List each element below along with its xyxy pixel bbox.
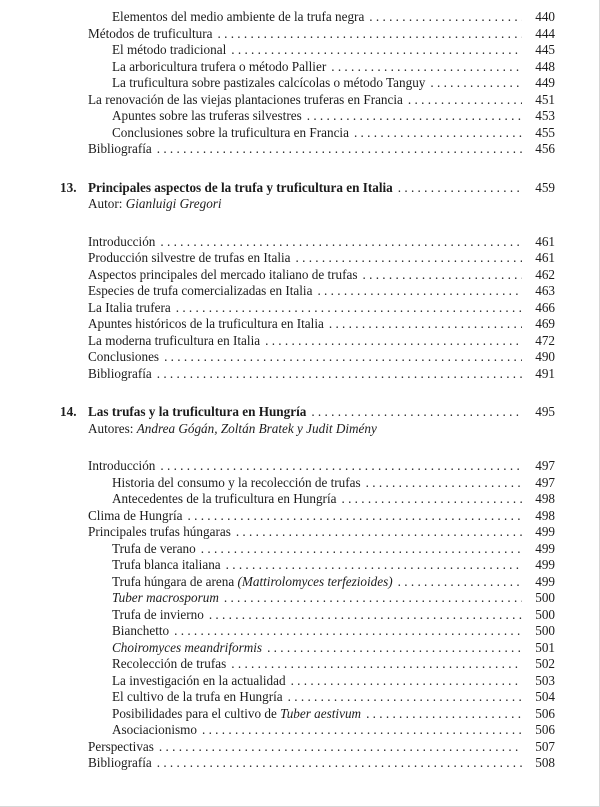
dot-leader <box>218 26 522 43</box>
dot-leader <box>231 656 522 673</box>
dot-leader <box>288 689 522 706</box>
dot-leader <box>317 283 522 300</box>
entry-label: La Italia trufera <box>88 299 171 315</box>
dot-leader <box>236 524 522 541</box>
page-number: 466 <box>535 299 555 315</box>
entry-label: Principales trufas húngaras <box>88 524 231 539</box>
dot-leader <box>329 316 522 333</box>
dot-leader <box>265 333 522 350</box>
entry-label: Introducción <box>88 233 156 249</box>
toc-entry-row <box>60 508 555 525</box>
entry-label: Asociacionismo <box>112 722 197 737</box>
entry-label: Bibliografía <box>88 755 152 770</box>
toc-entry-row <box>60 640 555 657</box>
entry-label: Historia del consumo y la recolección de trufas <box>112 474 361 490</box>
entry-label: Métodos de truficultura <box>88 25 213 41</box>
dot-leader <box>160 234 522 251</box>
page-number: 461 <box>535 250 555 265</box>
page-number: 506 <box>535 722 555 737</box>
page-number: 499 <box>535 557 555 572</box>
dot-leader <box>369 9 522 26</box>
entry-label: Elementos del medio ambiente de la trufa negra <box>112 9 365 24</box>
toc-list <box>60 9 555 772</box>
entry-label: La arboricultura trufera o método Pallier <box>112 58 327 74</box>
entry-label: Perspectivas <box>88 738 154 754</box>
toc-entry-row <box>60 42 555 59</box>
toc-entry-row <box>60 623 555 640</box>
entry-label: Principales aspectos de la trufa y truficultura en Italia <box>88 179 393 195</box>
page-number: 499 <box>535 540 555 556</box>
dot-leader <box>331 59 522 76</box>
dot-leader <box>157 141 522 158</box>
toc-entry-row <box>60 234 555 251</box>
entry-label: La truficultura sobre pastizales calcícolas o método Tanguy <box>112 75 426 90</box>
page-number: 508 <box>535 755 555 770</box>
toc-entry-row <box>60 656 555 673</box>
page-number: 469 <box>535 316 555 331</box>
toc-entry-row <box>60 125 555 142</box>
dot-leader <box>366 475 522 492</box>
dot-leader <box>160 458 522 475</box>
toc-entry-row <box>60 607 555 624</box>
dot-leader <box>226 557 522 574</box>
page-number: 462 <box>535 266 555 282</box>
dot-leader <box>311 404 522 421</box>
toc-entry-row <box>60 141 555 158</box>
toc-entry-row <box>60 108 555 125</box>
page-number: 504 <box>535 689 555 704</box>
page-number: 499 <box>535 573 555 589</box>
page-number: 459 <box>535 179 555 195</box>
toc-entry-row <box>60 524 555 541</box>
entry-label: Especies de trufa comercializadas en Italia <box>88 283 313 298</box>
page-number: 507 <box>535 738 555 754</box>
toc-chapter-row <box>60 404 555 421</box>
entry-label: Conclusiones <box>88 349 160 364</box>
toc-entry-row <box>60 722 555 739</box>
page-number: 491 <box>535 365 555 381</box>
toc-entry-row <box>60 349 555 366</box>
page-number: 444 <box>535 25 555 41</box>
dot-leader <box>267 640 522 657</box>
entry-label: La investigación en la actualidad <box>112 672 286 688</box>
toc-author-row <box>60 421 555 438</box>
dot-leader <box>157 366 522 383</box>
dot-leader <box>341 491 522 508</box>
entry-label: Bibliografía <box>88 365 152 381</box>
entry-label: Bibliografía <box>88 141 152 156</box>
page-number: 502 <box>535 656 555 671</box>
toc-entry-row <box>60 491 555 508</box>
page-number: 461 <box>535 233 555 249</box>
toc-entry-row <box>60 689 555 706</box>
entry-label: Autor: Gianluigi Gregori <box>88 196 222 211</box>
page-number: 490 <box>535 349 555 364</box>
page-number: 472 <box>535 332 555 348</box>
toc-entry-row <box>60 706 555 723</box>
entry-label: Trufa de invierno <box>112 606 204 622</box>
entry-label: Trufa de verano <box>112 540 196 556</box>
page-number: 463 <box>535 283 555 298</box>
toc-entry-row <box>60 366 555 383</box>
toc-entry-row <box>60 92 555 109</box>
dot-leader <box>366 706 522 723</box>
entry-label: Producción silvestre de trufas en Italia <box>88 250 291 265</box>
toc-entry-row <box>60 9 555 26</box>
page-number: 453 <box>535 108 555 123</box>
chapter-number: 14. <box>60 404 77 419</box>
page-number: 445 <box>535 42 555 57</box>
toc-entry-row <box>60 739 555 756</box>
page-number: 500 <box>535 606 555 622</box>
entry-label: Clima de Hungría <box>88 507 183 523</box>
dot-leader <box>296 250 522 267</box>
page-number: 449 <box>535 75 555 90</box>
dot-leader <box>157 755 522 772</box>
toc-entry-row <box>60 300 555 317</box>
entry-label: Las trufas y la truficultura en Hungría <box>88 404 307 419</box>
toc-entry-row <box>60 75 555 92</box>
dot-leader <box>209 607 522 624</box>
toc-entry-row <box>60 250 555 267</box>
entry-label: Conclusiones sobre la truficultura en Francia <box>112 124 349 140</box>
entry-label: La moderna truficultura en Italia <box>88 332 261 348</box>
entry-label: El método tradicional <box>112 42 227 57</box>
page-number: 497 <box>535 474 555 490</box>
toc-entry-row <box>60 557 555 574</box>
toc-entry-row <box>60 59 555 76</box>
page-number: 500 <box>535 590 555 605</box>
page-number: 501 <box>535 639 555 655</box>
dot-leader <box>174 623 522 640</box>
page-number: 456 <box>535 141 555 156</box>
page-number: 498 <box>535 507 555 523</box>
entry-label: Introducción <box>88 458 156 473</box>
dot-leader <box>231 42 522 59</box>
page-number: 500 <box>535 623 555 638</box>
dot-leader <box>307 108 522 125</box>
dot-leader <box>363 267 522 284</box>
toc-entry-row <box>60 26 555 43</box>
entry-label: Aspectos principales del mercado italiano de trufas <box>88 266 358 282</box>
entry-label: Apuntes sobre las truferas silvestres <box>112 108 302 123</box>
entry-label: Bianchetto <box>112 623 170 638</box>
page-number: 499 <box>535 524 555 539</box>
toc-entry-row <box>60 283 555 300</box>
chapter-number: 13. <box>60 179 77 195</box>
dot-leader <box>398 180 522 197</box>
entry-label: Recolección de trufas <box>112 656 227 671</box>
page-number: 495 <box>535 404 555 419</box>
dot-leader <box>164 349 522 366</box>
dot-leader <box>354 125 522 142</box>
toc-entry-row <box>60 673 555 690</box>
toc-entry-row <box>60 267 555 284</box>
entry-label: Antecedentes de la truficultura en Hungría <box>112 491 337 506</box>
dot-leader <box>430 75 522 92</box>
toc-chapter-row <box>60 180 555 197</box>
entry-label: El cultivo de la trufa en Hungría <box>112 689 283 704</box>
page-number: 503 <box>535 672 555 688</box>
dot-leader <box>188 508 523 525</box>
toc-entry-row <box>60 574 555 591</box>
entry-label: Trufa húngara de arena (Mattirolomyces terfezioides) <box>112 573 393 589</box>
entry-label: Posibilidades para el cultivo de Tuber aestivum <box>112 705 362 721</box>
page-number: 451 <box>535 91 555 107</box>
entry-label: Choiromyces meandriformis <box>112 639 263 655</box>
toc-entry-row <box>60 755 555 772</box>
toc-entry-row <box>60 475 555 492</box>
page-number: 497 <box>535 458 555 473</box>
entry-label: Apuntes históricos de la truficultura en Italia <box>88 316 324 331</box>
toc-entry-row <box>60 590 555 607</box>
toc-entry-row <box>60 458 555 475</box>
entry-label: Autores: Andrea Gógán, Zoltán Bratek y Judit Dimény <box>88 420 377 436</box>
page-number: 498 <box>535 491 555 506</box>
dot-leader <box>224 590 522 607</box>
page-number: 448 <box>535 58 555 74</box>
toc-author-row <box>60 196 555 213</box>
page-number: 440 <box>535 9 555 24</box>
entry-label: Tuber macrosporum <box>112 590 219 605</box>
toc-entry-row <box>60 541 555 558</box>
dot-leader <box>201 541 522 558</box>
page-number: 506 <box>535 705 555 721</box>
toc-entry-row <box>60 316 555 333</box>
page-number: 455 <box>535 124 555 140</box>
dot-leader <box>202 722 522 739</box>
dot-leader <box>291 673 522 690</box>
entry-label: Trufa blanca italiana <box>112 557 221 572</box>
dot-leader <box>408 92 522 109</box>
toc-entry-row <box>60 333 555 350</box>
dot-leader <box>176 300 522 317</box>
dot-leader <box>159 739 522 756</box>
dot-leader <box>398 574 522 591</box>
entry-label: La renovación de las viejas plantaciones truferas en Francia <box>88 91 403 107</box>
